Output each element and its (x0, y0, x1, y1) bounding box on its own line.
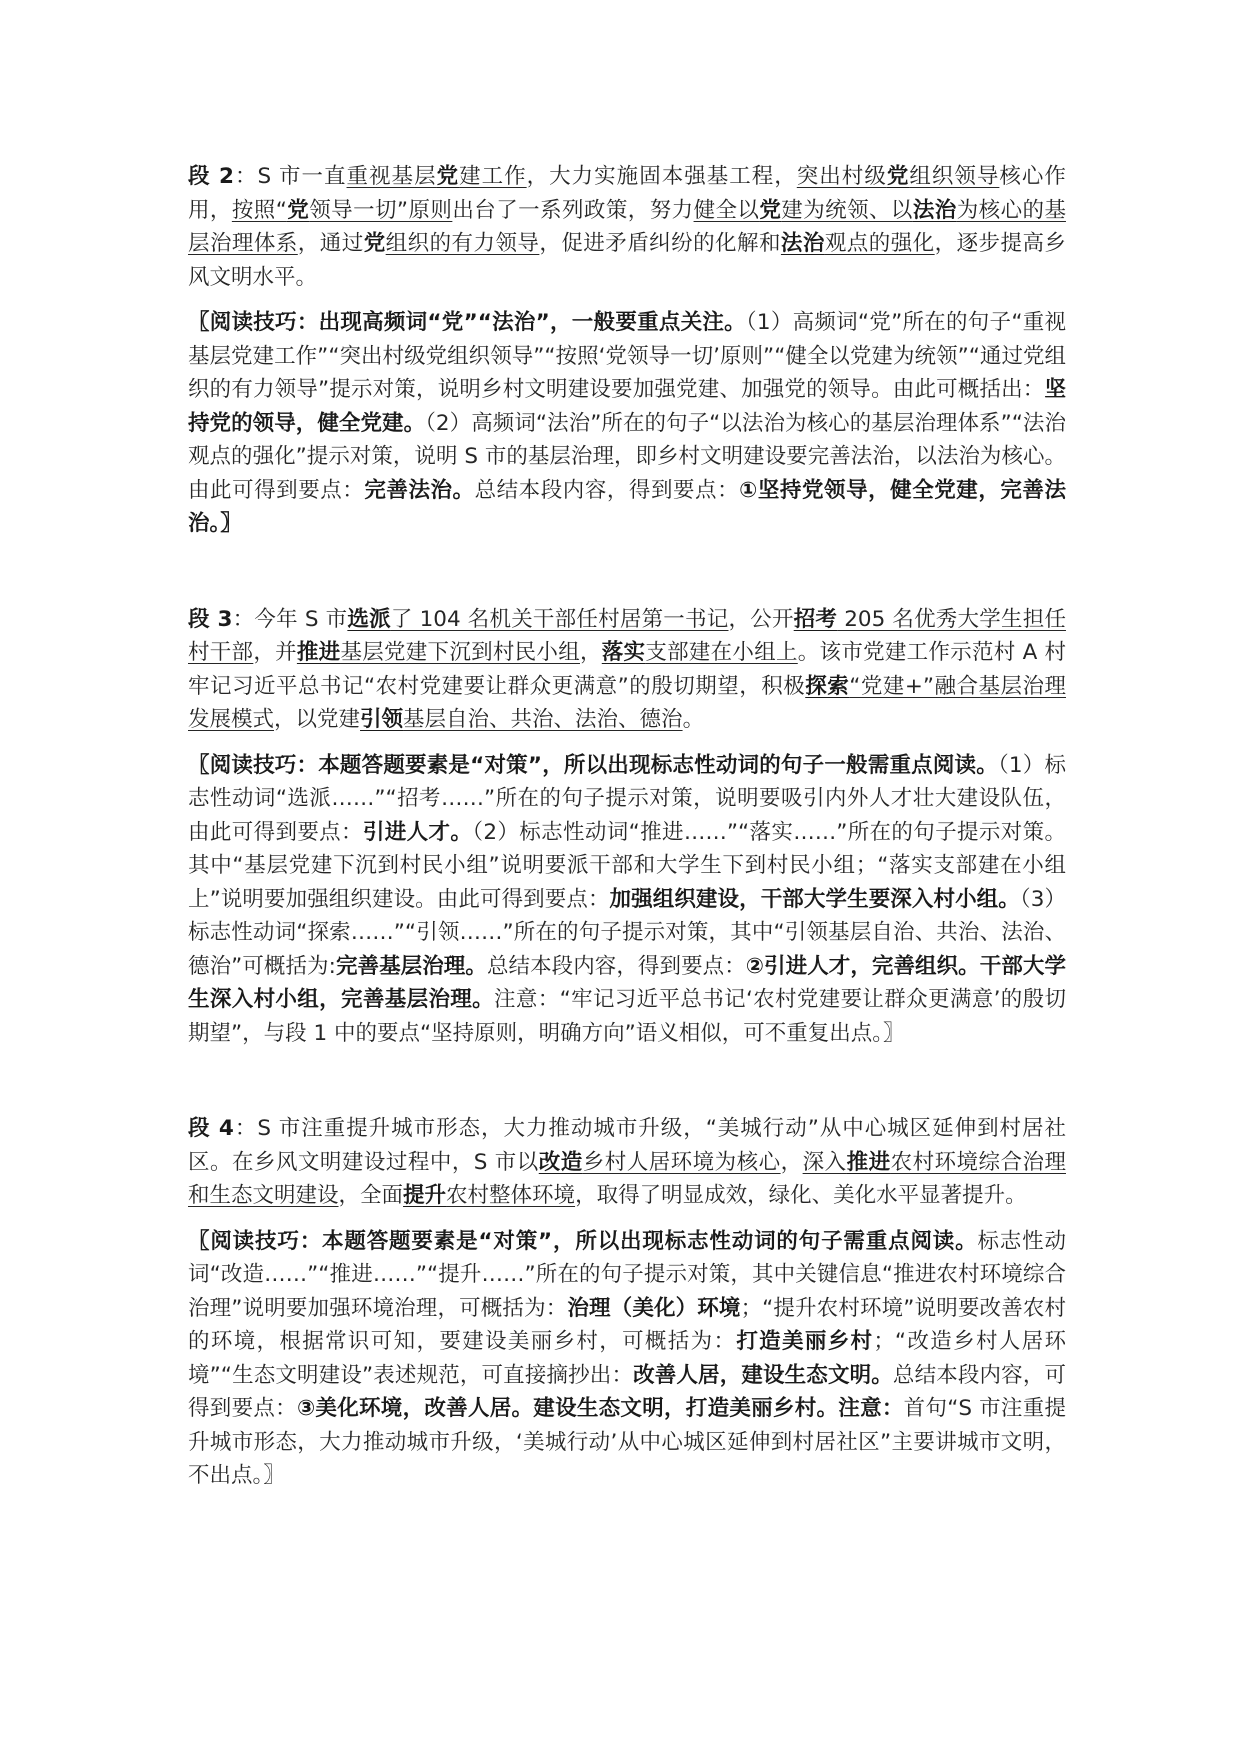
text-run: 总结本段内容，得到要点： (474, 477, 740, 503)
underlined-text: 党 (286, 197, 310, 223)
text-run: 首句“S 市注重提升城市形态，大力推动城市升级，‘美城行动’从中心城区延伸到村居社区”主要讲城市文明，不出点。〗 (188, 1396, 1066, 1488)
section-4-label: 段 4 (188, 1116, 234, 1141)
underlined-text: 为核心的基层治理体系 (188, 197, 1066, 256)
text-run: 核心作用， (188, 164, 1066, 223)
section-4-tip-text (188, 1229, 1066, 1489)
section-2-label: 段 2 (188, 164, 234, 189)
text-run: ；“改造乡村人居环境”“生态文明建设”表述规范，可直接摘抄出： (188, 1329, 1066, 1388)
bold-text: 完善基层治理。 (335, 953, 487, 979)
underlined-text: 深入 (802, 1149, 847, 1175)
underlined-text: 观点的强化 (824, 231, 935, 256)
bold-text: 党 (363, 231, 386, 256)
bold-text: 打造美丽乡村 (736, 1329, 874, 1354)
text-run: 总结本段内容，得到要点： (486, 953, 746, 979)
underlined-text: 推进 (296, 640, 341, 665)
document-page (188, 160, 1066, 1493)
text-run: 。 (682, 707, 705, 732)
text-run: 出台了一系列政策，努力 (452, 197, 694, 223)
text-run: ，取得了明显成效，绿化、美化水平显著提升。 (575, 1183, 1027, 1208)
bold-text: 〖阅读技巧：出现高频词“党”“法治”，一般要重点关注。 (188, 310, 746, 335)
section-4-reading-tip (188, 1225, 1066, 1493)
section-4-passage-text (188, 1116, 1066, 1208)
underlined-text: 建工作 (459, 164, 527, 189)
underlined-text: 农村环境综合治理和生态文明建设 (188, 1149, 1066, 1208)
text-run: ，公开 (728, 606, 794, 632)
underlined-text: 党 (759, 197, 782, 223)
underlined-text: 健全以 (693, 197, 760, 223)
underlined-text: 突出村级 (796, 164, 887, 189)
section-2-tip-text (188, 310, 1066, 536)
underlined-text: 选派 (347, 606, 391, 632)
bold-text: 加强组织建设，干部大学生要深入村小组。 (609, 886, 1020, 912)
text-run: ，促进矛盾纠纷的化解和 (539, 231, 781, 256)
section-3-passage-text (188, 607, 1066, 733)
bold-text: ③美化环境，改善人居。建设生态文明，打造美丽乡村。注意： (296, 1396, 904, 1421)
underlined-text: 基层自治、共治、法治、德治 (403, 707, 683, 732)
underlined-text: “党建+”融合基层治理发展模式 (188, 673, 1066, 732)
bold-text: 改善人居，建设生态文明。 (633, 1362, 893, 1388)
underlined-text: 党 (886, 164, 910, 189)
bold-text: ②引进人才，完善组织。干部大学生深入村小组，完善基层治理。 (188, 953, 1066, 1012)
section-4-passage (188, 1112, 1066, 1213)
underlined-text: 推进 (846, 1149, 891, 1175)
underlined-text: 组织的有力领导 (385, 231, 540, 256)
text-run: （1）高频词“党”所在的句子“重视基层党建工作”“突出村级党组织领导”“按照‘党领导一切’原则”“健全以党建为统领”“通过党组织的有力领导”提示对策，说明乡村文明建设要加强党建、加强党的领导。由此可概括出： (188, 310, 1066, 402)
underlined-text: 组织领导 (909, 164, 1000, 189)
underlined-text: 建为统领、以 (781, 197, 913, 223)
text-run: 注意：“牢记习近平总书记‘农村党建要让群众更满意’的殷切期望”，与段 1 中的要点“坚持原则，明确方向”语义相似，可不重复出点。〗 (188, 987, 1066, 1046)
text-run: （2）标志性动词“推进……”“落实……”所在的句子提示对策。其中“基层党建下沉到村民小组”说明要派干部和大学生下到村民小组；“落实支部建在小组上”说明要加强组织建设。由此可得到要点： (188, 819, 1066, 912)
bold-text: 〖阅读技巧：本题答题要素是“对策”，所以出现标志性动词的句子一般需重点阅读。 (188, 752, 998, 778)
underlined-text: 领导一切”原则 (309, 197, 453, 223)
text-run: ：S 市一直 (233, 164, 347, 189)
text-run: （2）高频词“法治”所在的句子“以法治为核心的基层治理体系”“法治观点的强化”提示对策，说明 S 市的基层治理，即乡村文明建设要完善法治，以法治为核心。由此可得到要点： (188, 410, 1066, 503)
bold-text: 引进人才。 (362, 819, 473, 845)
underlined-text: 法治 (912, 197, 957, 223)
underlined-text: 了 104 名机关干部任村居第一书记 (390, 606, 729, 632)
underlined-text: 探索 (805, 673, 850, 699)
text-run: （1）标志性动词“选派……”“招考……”所在的句子提示对策，说明要吸引内外人才壮大建设队伍，由此可得到要点： (188, 752, 1067, 845)
text-run: ，大力实施固本强基工程， (526, 164, 797, 189)
underlined-text: 改造 (538, 1149, 583, 1175)
underlined-text: 乡村人居环境为核心 (582, 1149, 781, 1175)
text-run: ， (780, 1149, 803, 1175)
underlined-text: 支部建在小组上 (645, 640, 798, 665)
underlined-text: 农村整体环境 (446, 1183, 576, 1208)
section-2-passage (188, 160, 1066, 294)
text-run: ：S 市注重提升城市形态，大力推动城市升级，“美城行动”从中心城区延伸到村居社区。在乡风文明建设过程中，S 市以 (188, 1116, 1066, 1175)
bold-text: 〖阅读技巧：本题答题要素是“对策”，所以出现标志性动词的句子需重点阅读。 (188, 1228, 978, 1254)
section-2-passage-text (188, 164, 1066, 290)
bold-text: 治理（美化）环境 (567, 1295, 741, 1321)
underlined-text: 招考 (793, 606, 838, 632)
bold-text: 完善法治。 (364, 477, 475, 503)
section-3-reading-tip (188, 749, 1066, 1051)
text-run: 。该市党建工作示范村 A 村牢记习近平总书记“农村党建要让群众更满意”的殷切期望，积极 (188, 640, 1066, 699)
text-run: ：今年 S 市 (232, 606, 348, 632)
text-run: ，以党建 (274, 707, 361, 732)
section-3-tip-text (188, 753, 1066, 1046)
text-run: ；“提升农村环境”说明要改善农村的环境，根据常识可知，要建设美丽乡村，可概括为： (188, 1295, 1066, 1354)
text-run: 标志性动词“改造……”“推进……”“提升……”所在的句子提示对策，其中关键信息“推进农村环境综合治理”说明要加强环境治理，可概括为： (188, 1228, 1066, 1321)
bold-text: 坚持党的领导，健全党建。 (188, 377, 1066, 436)
text-run: ，逐步提高乡风文明水平。 (188, 231, 1066, 290)
underlined-text: 205 名优秀大学生担任村干部 (188, 606, 1066, 665)
underlined-text: 法治 (780, 231, 825, 256)
text-run: 总结本段内容，可得到要点： (188, 1362, 1066, 1421)
text-run: ，并 (253, 640, 297, 665)
underlined-text: 党 (436, 164, 460, 189)
text-run: ， (579, 640, 602, 665)
underlined-text: 重视基层 (346, 164, 437, 189)
underlined-text: 提升 (403, 1183, 447, 1208)
text-run: ，通过 (297, 231, 364, 256)
bold-text: ①坚持党领导，健全党建，完善法治。〗 (188, 477, 1066, 536)
underlined-text: 基层党建下沉到村民小组 (340, 640, 580, 665)
text-run: ，全面 (338, 1183, 404, 1208)
underlined-text: 落实 (601, 640, 646, 665)
section-2-reading-tip (188, 306, 1066, 541)
section-3-label: 段 3 (188, 606, 233, 632)
text-run: （3）标志性动词“探索……”“引领……”所在的句子提示对策，其中“引领基层自治、共治、法治、德治”可概括为: (188, 886, 1066, 979)
underlined-text: 按照“ (231, 197, 287, 223)
underlined-text: 引领 (360, 707, 404, 732)
section-3-passage (188, 603, 1066, 737)
